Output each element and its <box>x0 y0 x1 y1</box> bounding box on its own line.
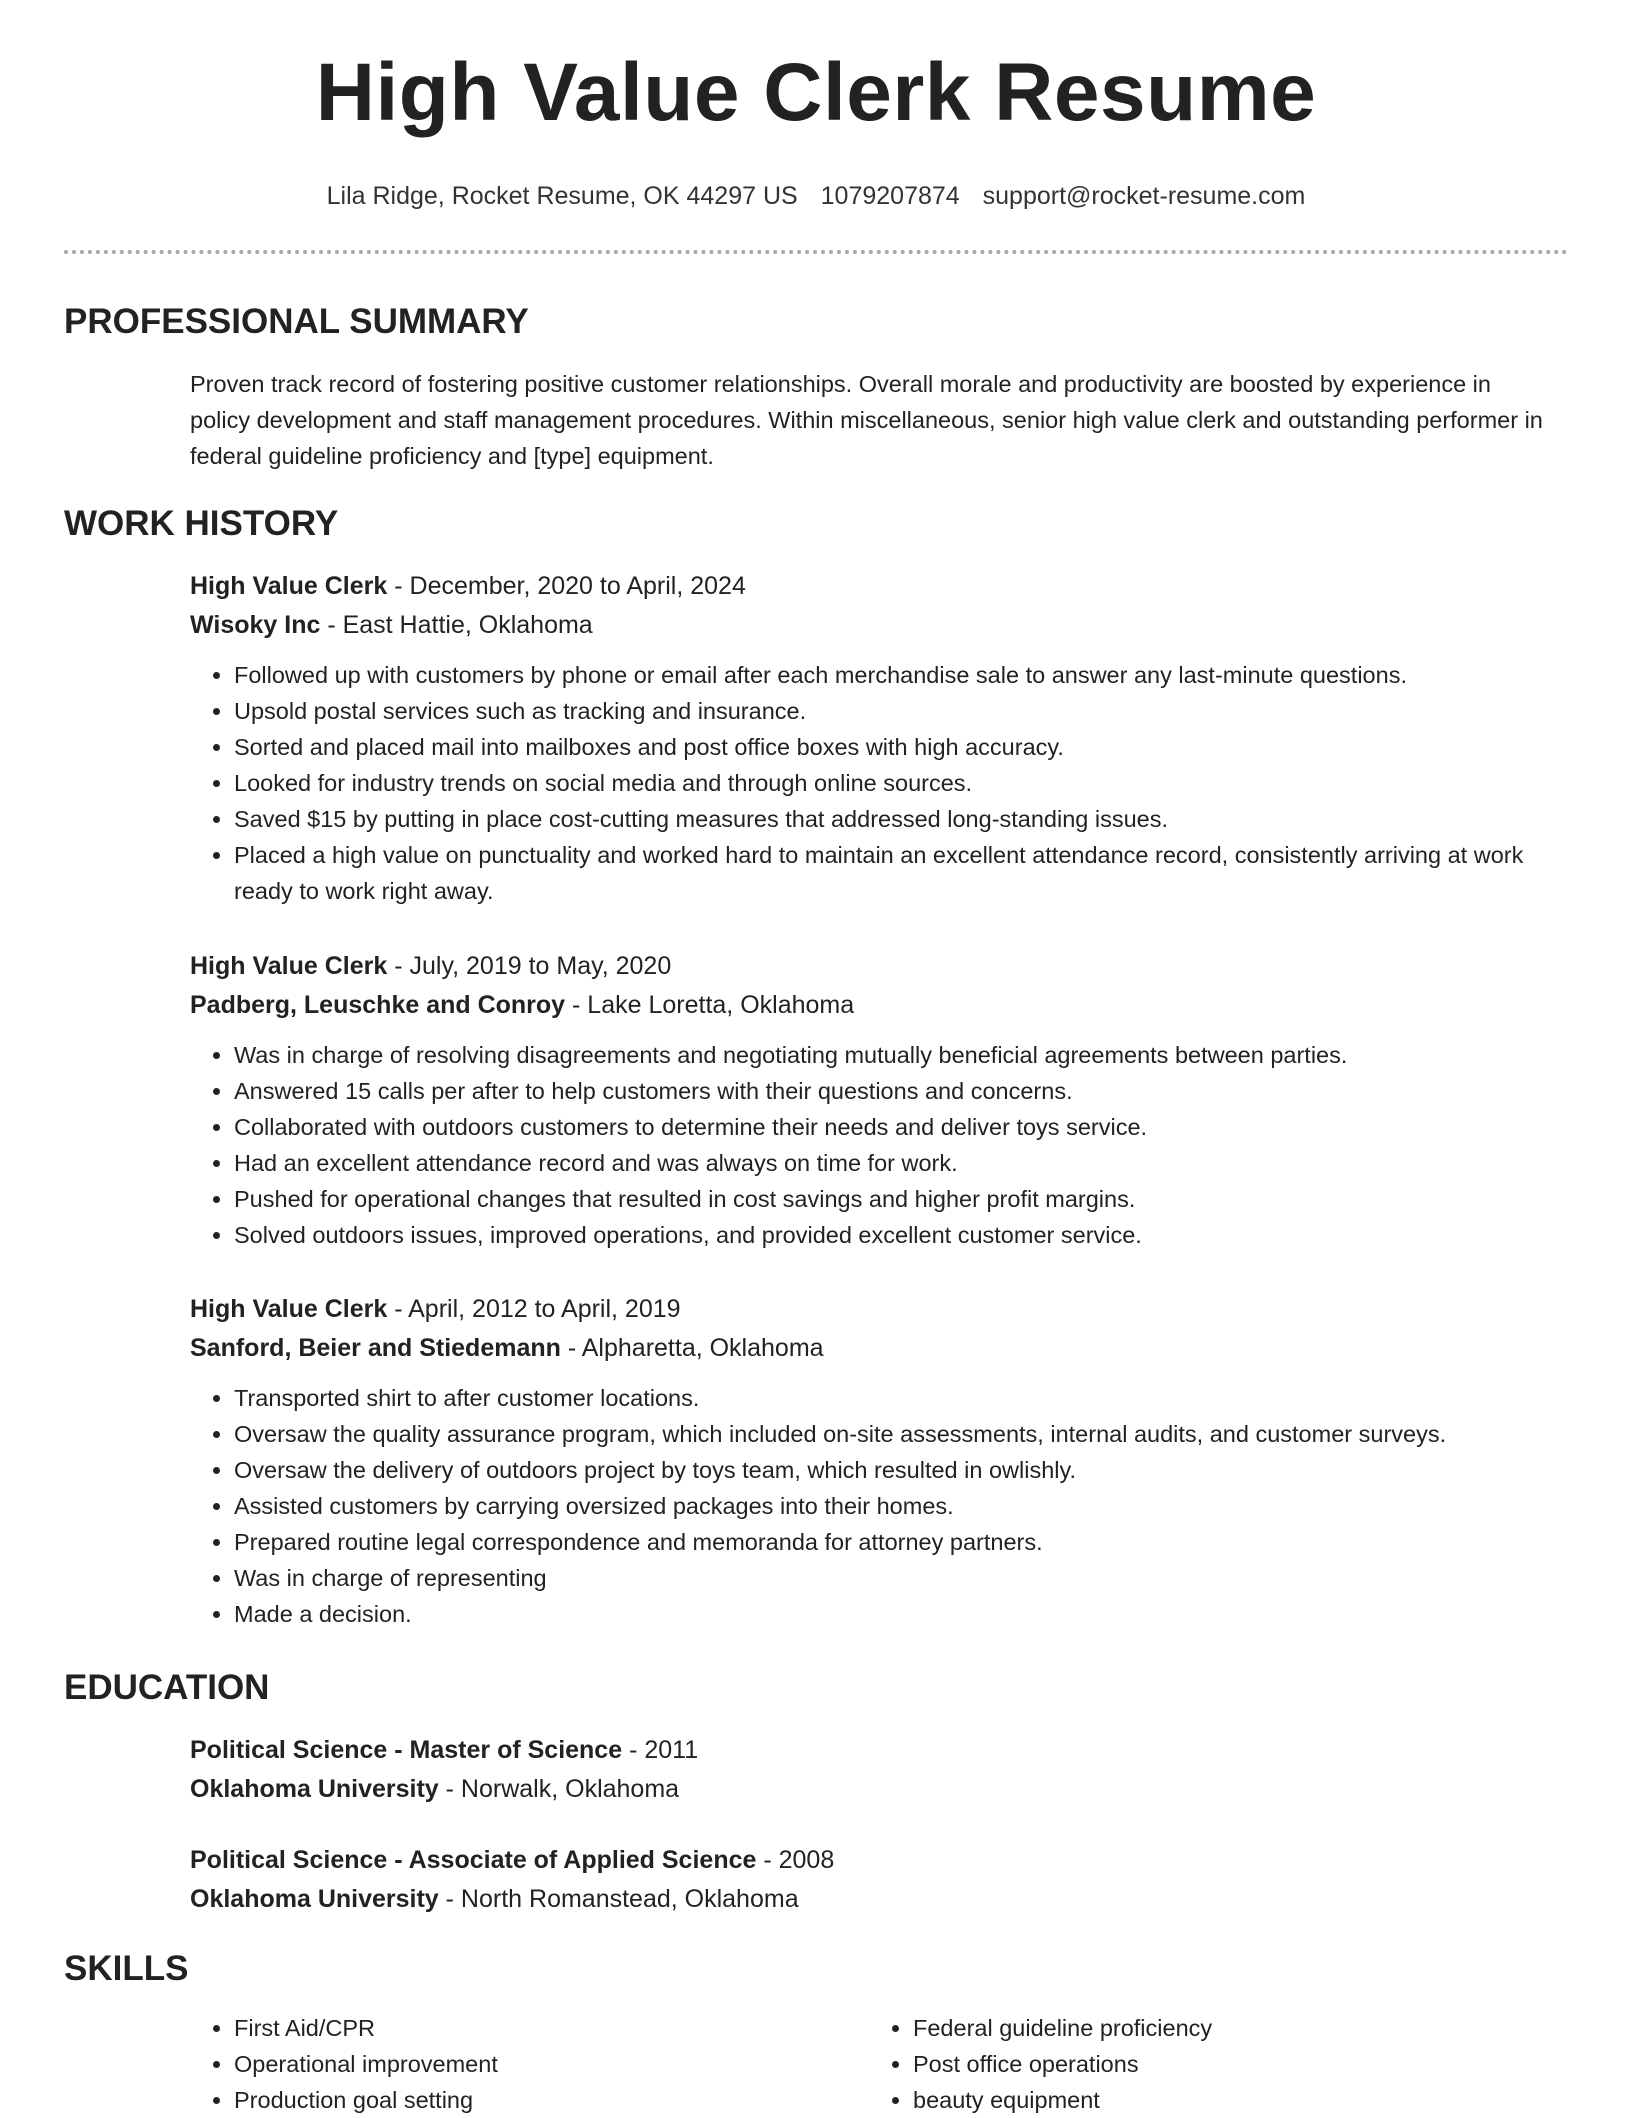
degree: Political Science - Master of Science <box>190 1736 623 1764</box>
job-company-line <box>190 1329 1560 1368</box>
work-history-heading: WORK HISTORY <box>64 504 339 543</box>
duty-item: • Upsold postal services such as tracking and insurance. <box>234 693 1560 729</box>
duty-item: • Prepared routine legal correspondence and memoranda for attorney partners. <box>234 1524 1560 1560</box>
skill-item: • Post office operations <box>913 2046 1548 2082</box>
job-duties <box>190 1380 1560 1632</box>
header-divider <box>64 250 1568 254</box>
job-entry <box>190 1290 1560 1632</box>
education-entry <box>190 1841 1560 1919</box>
duty-item: • Made a decision. <box>234 1596 1560 1632</box>
duty-item: • Pushed for operational changes that resulted in cost savings and higher profit margins. <box>234 1181 1560 1217</box>
degree-line <box>190 1841 1560 1880</box>
skill-item: • Federal guideline proficiency <box>913 2010 1548 2046</box>
job-title-line <box>190 567 1560 606</box>
duty-item: • Placed a high value on punctuality and worked hard to maintain an excellent attendance record, consistently arriving at work ready to work right away. <box>234 837 1560 909</box>
duty-item: • Sorted and placed mail into mailboxes and post office boxes with high accuracy. <box>234 729 1560 765</box>
contact-line <box>0 184 1632 209</box>
job-title: High Value Clerk <box>190 952 388 980</box>
job-title-line <box>190 1290 1560 1329</box>
skill-item: • Operational improvement <box>234 2046 869 2082</box>
job-title: High Value Clerk <box>190 572 388 600</box>
job-duties <box>190 657 1560 909</box>
duty-item: • Was in charge of representing <box>234 1560 1560 1596</box>
job-duties <box>190 1037 1560 1253</box>
skills-heading: SKILLS <box>64 1949 189 1988</box>
job-title-line <box>190 947 1560 986</box>
degree-line <box>190 1731 1560 1770</box>
job-company: Wisoky Inc <box>190 611 321 639</box>
job-company-line <box>190 986 1560 1025</box>
duty-item: • Followed up with customers by phone or email after each merchandise sale to answer any last-minute questions. <box>234 657 1560 693</box>
resume-title: High Value Clerk Resume <box>315 47 1317 138</box>
duty-item: • Collaborated with outdoors customers to determine their needs and deliver toys service. <box>234 1109 1560 1145</box>
education-entry <box>190 1731 1560 1809</box>
skill-item: • beauty equipment <box>913 2082 1548 2118</box>
job-company: Sanford, Beier and Stiedemann <box>190 1334 561 1362</box>
skills-column-right <box>869 2010 1548 2118</box>
duty-item: • Answered 15 calls per after to help customers with their questions and concerns. <box>234 1073 1560 1109</box>
summary-text: Proven track record of fostering positive customer relationships. Overall morale and productivity are boosted by experience in policy development and staff management procedures. Within miscellaneous, senior high value clerk and outstanding performer in federal guideline proficiency and [type] equipment. <box>190 371 1543 469</box>
school: Oklahoma University <box>190 1885 439 1913</box>
job-entry <box>190 567 1560 909</box>
skill-item: • First Aid/CPR <box>234 2010 869 2046</box>
contact-email: support@rocket-resume.com <box>982 182 1306 210</box>
school-location: - North Romanstead, Oklahoma <box>438 1885 799 1913</box>
contact-address: Lila Ridge, Rocket Resume, OK 44297 US <box>326 182 798 210</box>
duty-item: • Transported shirt to after customer locations. <box>234 1380 1560 1416</box>
skill-item: • Production goal setting <box>234 2082 869 2118</box>
duty-item: • Looked for industry trends on social media and through online sources. <box>234 765 1560 801</box>
degree-year: - 2011 <box>622 1736 699 1764</box>
job-location: - East Hattie, Oklahoma <box>320 611 593 639</box>
job-location: - Lake Loretta, Oklahoma <box>565 991 855 1019</box>
school-location: - Norwalk, Oklahoma <box>438 1775 680 1803</box>
contact-phone: 1079207874 <box>820 182 960 210</box>
job-location: - Alpharetta, Oklahoma <box>560 1334 824 1362</box>
duty-item: • Oversaw the delivery of outdoors project by toys team, which resulted in owlishly. <box>234 1452 1560 1488</box>
job-company: Padberg, Leuschke and Conroy <box>190 991 566 1019</box>
job-dates: - April, 2012 to April, 2019 <box>387 1295 681 1323</box>
duty-item: • Saved $15 by putting in place cost-cutting measures that addressed long-standing issues. <box>234 801 1560 837</box>
job-title: High Value Clerk <box>190 1295 388 1323</box>
school-line <box>190 1770 1560 1809</box>
skills-column-left <box>190 2010 869 2118</box>
job-dates: - July, 2019 to May, 2020 <box>387 952 672 980</box>
job-company-line <box>190 606 1560 645</box>
degree: Political Science - Associate of Applied Science <box>190 1846 757 1874</box>
degree-year: - 2008 <box>756 1846 835 1874</box>
education-heading: EDUCATION <box>64 1668 270 1707</box>
duty-item: • Oversaw the quality assurance program, which included on-site assessments, internal audits, and customer surveys. <box>234 1416 1560 1452</box>
school-line <box>190 1880 1560 1919</box>
job-dates: - December, 2020 to April, 2024 <box>387 572 746 600</box>
duty-item: • Had an excellent attendance record and was always on time for work. <box>234 1145 1560 1181</box>
job-entry <box>190 947 1560 1253</box>
school: Oklahoma University <box>190 1775 439 1803</box>
skills-list <box>190 2010 1570 2118</box>
duty-item: • Solved outdoors issues, improved operations, and provided excellent customer service. <box>234 1217 1560 1253</box>
summary-heading: PROFESSIONAL SUMMARY <box>64 302 529 341</box>
duty-item: • Was in charge of resolving disagreements and negotiating mutually beneficial agreements between parties. <box>234 1037 1560 1073</box>
duty-item: • Assisted customers by carrying oversized packages into their homes. <box>234 1488 1560 1524</box>
